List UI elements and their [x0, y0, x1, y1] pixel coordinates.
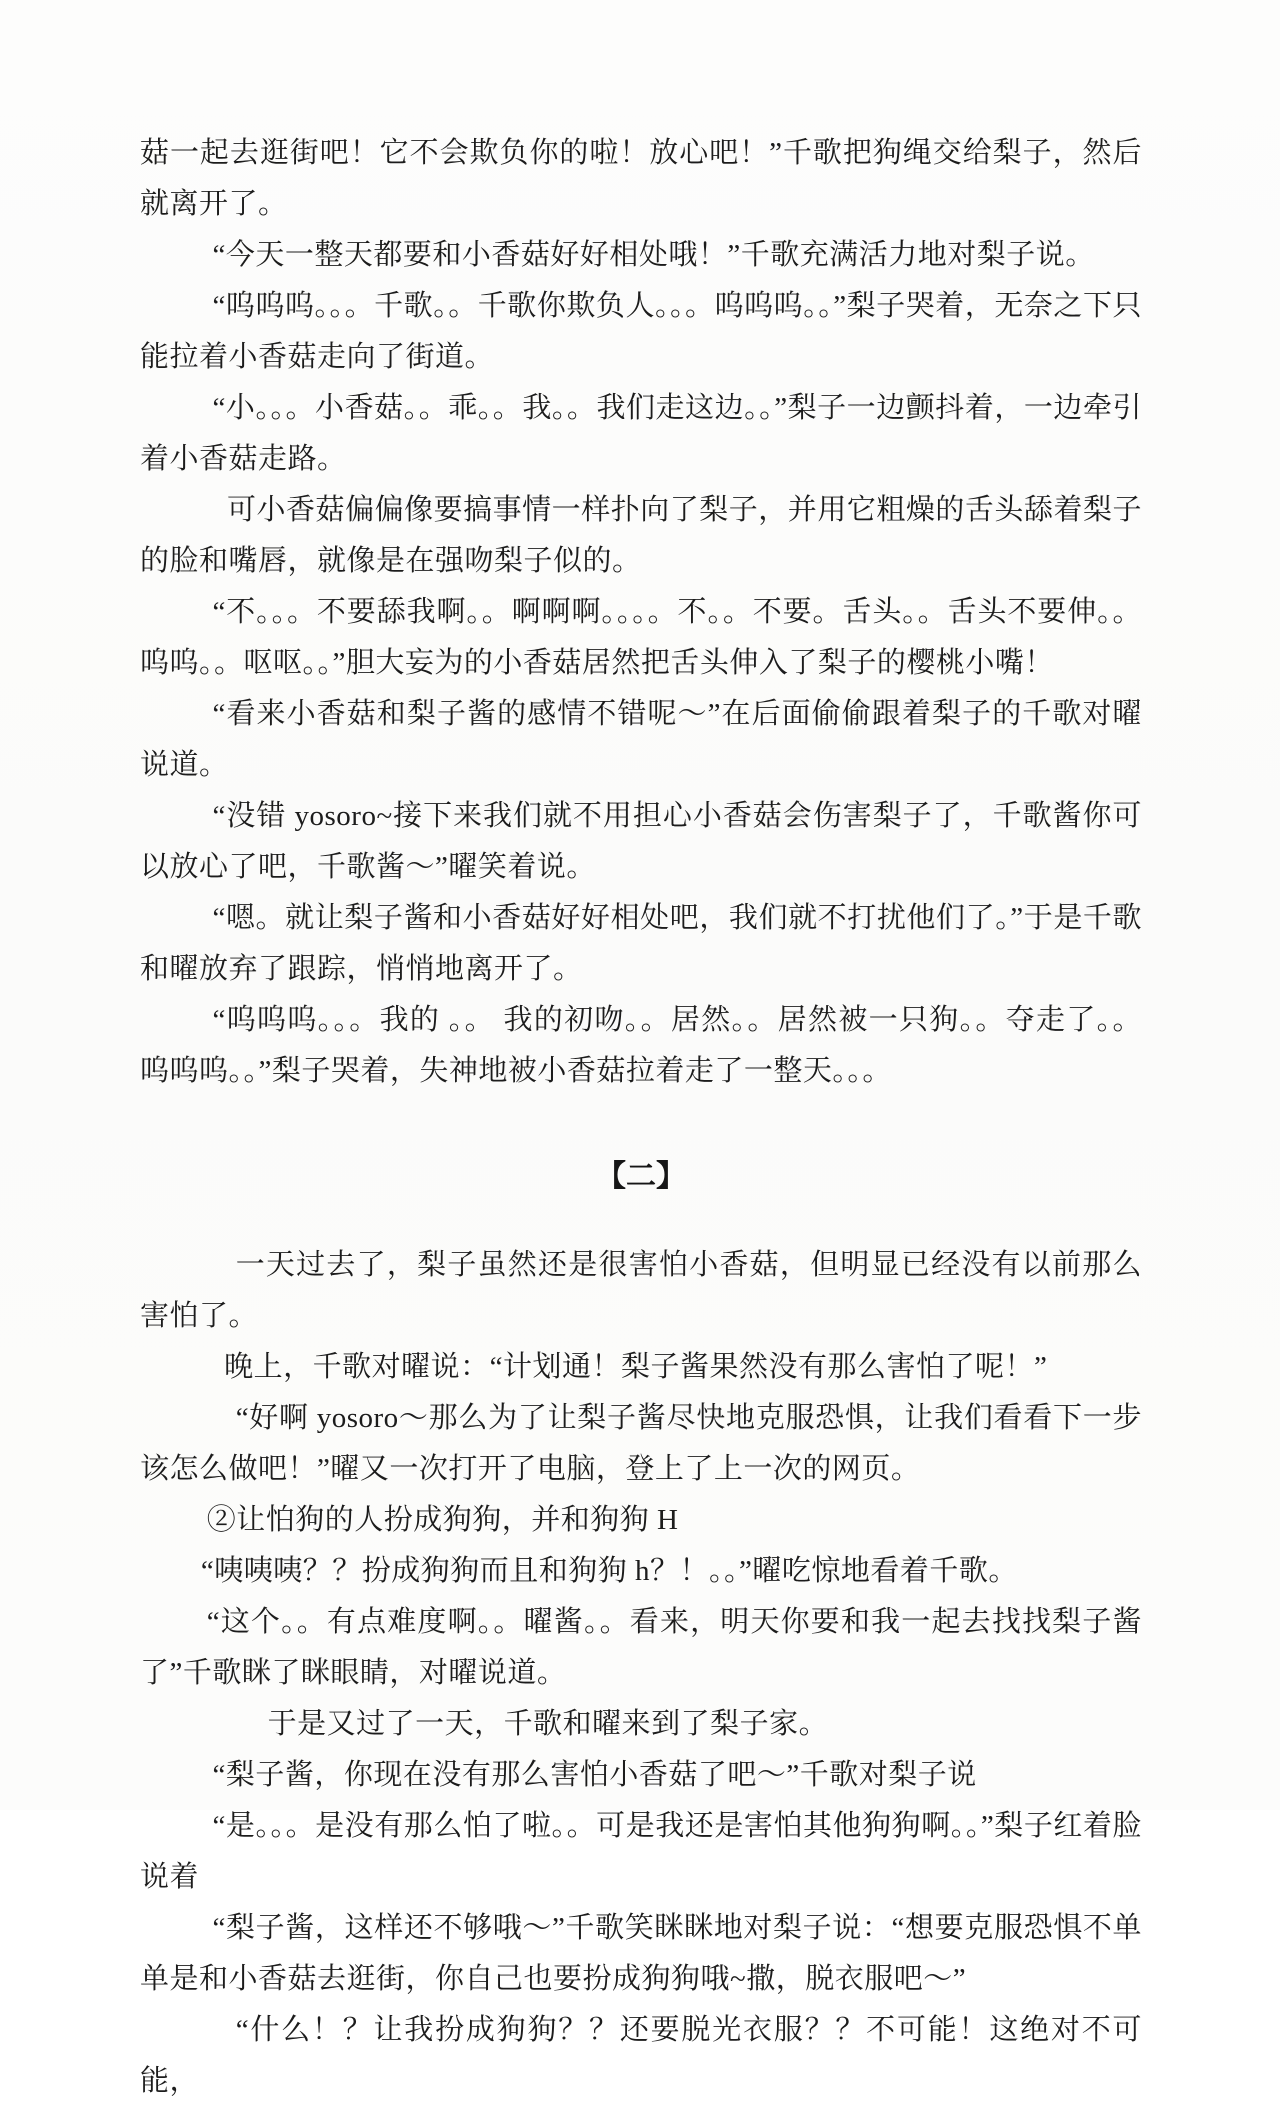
story-paragraph: ②让怕狗的人扮成狗狗，并和狗狗 H: [206, 1504, 679, 1536]
story-paragraph: “呜呜呜。。。千歌。。千歌你欺负人。。。呜呜呜。。”梨子哭着，无奈之下只能拉着小香菇走向了街道。: [140, 290, 1142, 373]
story-text-block: [140, 128, 1142, 2107]
section-heading: 【二】: [596, 1160, 686, 1193]
story-paragraph: “梨子酱，你现在没有那么害怕小香菇了吧～”千歌对梨子说: [212, 1759, 977, 1791]
story-paragraph: “什么！？让我扮成狗狗？？还要脱光衣服？？不可能！这绝对不可能，: [140, 2014, 1142, 2097]
story-paragraph: “呜呜呜。。。我的 。。 我的初吻。。居然。。居然被一只狗。。夺走了。。呜呜呜。。”梨子哭着，失神地被小香菇拉着走了一整天。。。: [140, 1004, 1142, 1087]
story-paragraph: “小。。。小香菇。。乖。。我。。我们走这边。。”梨子一边颤抖着，一边牵引着小香菇走路。: [140, 392, 1142, 475]
story-paragraph: 菇一起去逛街吧！它不会欺负你的啦！放心吧！”千歌把狗绳交给梨子，然后就离开了。: [140, 137, 1142, 220]
story-paragraph: “今天一整天都要和小香菇好好相处哦！”千歌充满活力地对梨子说。: [212, 239, 1095, 271]
story-paragraph: “这个。。有点难度啊。。曜酱。。看来，明天你要和我一起去找找梨子酱了”千歌眯了眯眼睛，对曜说道。: [140, 1606, 1142, 1689]
story-paragraph: “咦咦咦？？扮成狗狗而且和狗狗 h？！。。”曜吃惊地看着千歌。: [200, 1555, 1018, 1587]
story-paragraph: 于是又过了一天，千歌和曜来到了梨子家。: [267, 1708, 829, 1740]
story-paragraph: “没错 yosoro~接下来我们就不用担心小香菇会伤害梨子了，千歌酱你可以放心了吧，千歌酱～”曜笑着说。: [140, 800, 1142, 883]
story-paragraph: 晚上，千歌对曜说：“计划通！梨子酱果然没有那么害怕了呢！”: [224, 1351, 1048, 1383]
story-paragraph: “不。。。不要舔我啊。。啊啊啊。。。。不。。不要。舌头。。舌头不要伸。。呜呜。。呕呕。。”胆大妄为的小香菇居然把舌头伸入了梨子的樱桃小嘴！: [140, 596, 1142, 679]
story-paragraph: “好啊 yosoro～那么为了让梨子酱尽快地克服恐惧，让我们看看下一步该怎么做吧！”曜又一次打开了电脑，登上了上一次的网页。: [140, 1402, 1142, 1485]
story-paragraph: “是。。。是没有那么怕了啦。。可是我还是害怕其他狗狗啊。。”梨子红着脸说着: [140, 1810, 1142, 1893]
story-paragraph: “梨子酱，这样还不够哦～”千歌笑眯眯地对梨子说：“想要克服恐惧不单单是和小香菇去逛街，你自己也要扮成狗狗哦~撒，脱衣服吧～”: [140, 1912, 1142, 1995]
story-paragraph: 可小香菇偏偏像要搞事情一样扑向了梨子，并用它粗燥的舌头舔着梨子的脸和嘴唇，就像是在强吻梨子似的。: [140, 494, 1142, 577]
story-paragraph: “看来小香菇和梨子酱的感情不错呢～”在后面偷偷跟着梨子的千歌对曜说道。: [140, 698, 1142, 781]
story-paragraph: 一天过去了，梨子虽然还是很害怕小香菇，但明显已经没有以前那么害怕了。: [140, 1249, 1142, 1332]
story-paragraph: “嗯。就让梨子酱和小香菇好好相处吧，我们就不打扰他们了。”于是千歌和曜放弃了跟踪，悄悄地离开了。: [140, 902, 1142, 985]
